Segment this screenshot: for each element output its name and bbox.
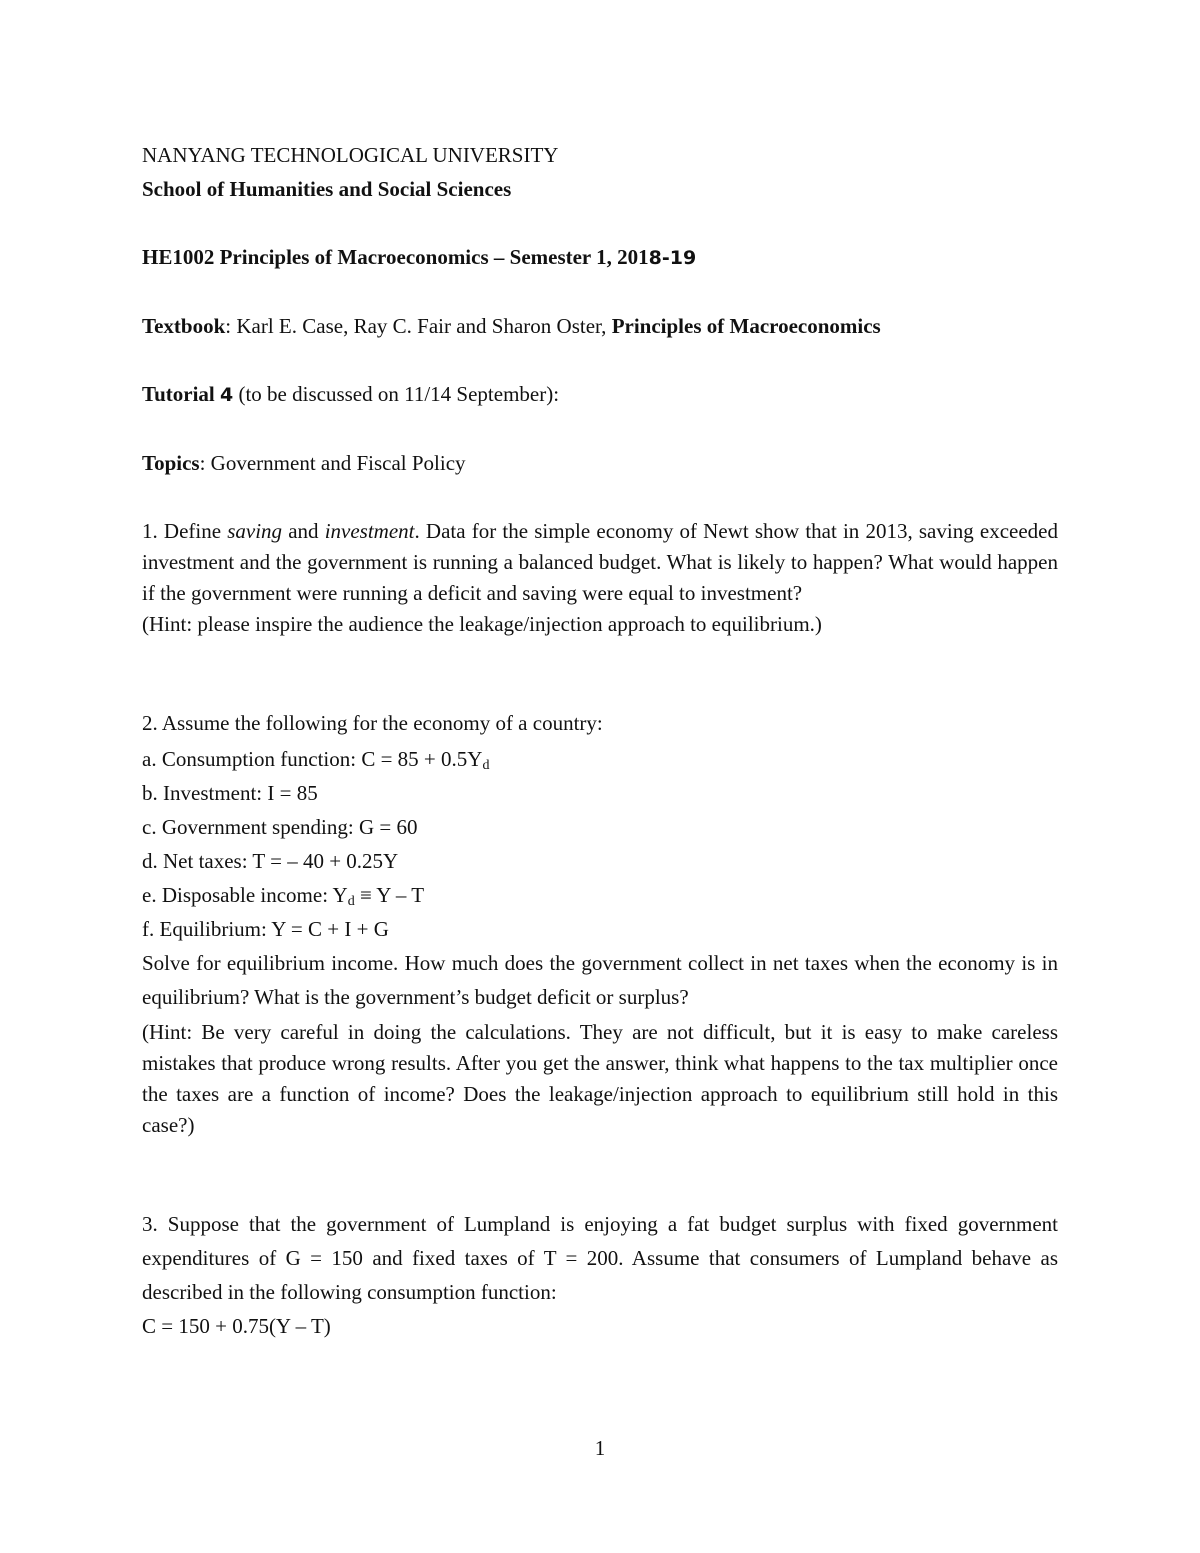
q2-item-a bbox=[142, 742, 1058, 776]
topics-value: : Government and Fiscal Policy bbox=[199, 451, 466, 475]
course-title-main: HE1002 Principles of Macroeconomics – Semester 1, 201 bbox=[142, 245, 649, 269]
q2-item-b: b. Investment: I = 85 bbox=[142, 781, 318, 805]
textbook-label: Textbook bbox=[142, 314, 226, 338]
q2-item-e-text: e. Disposable income: Y bbox=[142, 883, 348, 907]
q1-term-saving: saving bbox=[227, 519, 283, 543]
q2-item-e-rest: ≡ Y – T bbox=[354, 883, 425, 907]
tutorial-label: Tutorial bbox=[142, 382, 220, 406]
school-name: School of Humanities and Social Sciences bbox=[142, 177, 512, 201]
q2-item-d: d. Net taxes: T = – 40 + 0.25Y bbox=[142, 849, 399, 873]
question-1 bbox=[142, 516, 1058, 609]
question-2-intro: 2. Assume the following for the economy of a country: bbox=[142, 711, 603, 735]
question-3: 3. Suppose that the government of Lumpland is enjoying a fat budget surplus with fixed government expenditures of G = 150 and fixed taxes of T = 200. Assume that consumers of Lumpland behave as described in the following consumption function: bbox=[142, 1212, 1058, 1304]
q2-item-a-text: a. Consumption function: C = 85 + 0.5Y bbox=[142, 747, 483, 771]
question-1-hint: (Hint: please inspire the audience the leakage/injection approach to equilibrium.) bbox=[142, 612, 822, 636]
q1-lead: 1. Define bbox=[142, 519, 228, 543]
course-year-suffix: 8-19 bbox=[648, 247, 697, 269]
question-2-list bbox=[142, 742, 1058, 946]
textbook-line bbox=[142, 311, 1058, 342]
topics-line bbox=[142, 448, 1058, 479]
q2-item-a-subscript: d bbox=[482, 758, 490, 773]
q2-item-f: f. Equilibrium: Y = C + I + G bbox=[142, 917, 389, 941]
university-name: NANYANG TECHNOLOGICAL UNIVERSITY bbox=[142, 143, 559, 167]
q2-item-e-subscript: d bbox=[347, 894, 355, 909]
textbook-authors: : Karl E. Case, Ray C. Fair and Sharon Oster, bbox=[225, 314, 612, 338]
q2-item-c: c. Government spending: G = 60 bbox=[142, 815, 418, 839]
page-number: 1 bbox=[594, 1436, 606, 1460]
tutorial-number: 4 bbox=[220, 384, 234, 406]
question-3-formula: C = 150 + 0.75(Y – T) bbox=[142, 1314, 331, 1338]
q1-body: . Data for the simple economy of Newt show that in 2013, saving exceeded investment and the government is running a balanced budget. What is likely to happen? What would happen if the government were running a deficit and saving were equal to investment? bbox=[142, 519, 1058, 605]
q1-term-investment: investment bbox=[324, 519, 415, 543]
course-title bbox=[142, 242, 1058, 274]
document-page bbox=[142, 140, 1058, 1343]
question-2-question: Solve for equilibrium income. How much does the government collect in net taxes when the economy is in equilibrium? What is the government’s budget deficit or surplus? bbox=[142, 951, 1058, 1009]
textbook-title: Principles of Macroeconomics bbox=[611, 314, 881, 338]
question-2-hint: (Hint: Be very careful in doing the calculations. They are not difficult, but it is easy to make careless mistakes that produce wrong results. After you get the answer, think what happens to the tax multiplier once the taxes are a function of income? Does the leakage/injection approach to equilibrium still hold in this case?) bbox=[142, 1020, 1058, 1137]
q2-item-e bbox=[142, 878, 1058, 912]
q1-and: and bbox=[282, 519, 325, 543]
tutorial-line bbox=[142, 379, 1058, 411]
topics-label: Topics bbox=[142, 451, 200, 475]
tutorial-note: (to be discussed on 11/14 September): bbox=[233, 382, 560, 406]
